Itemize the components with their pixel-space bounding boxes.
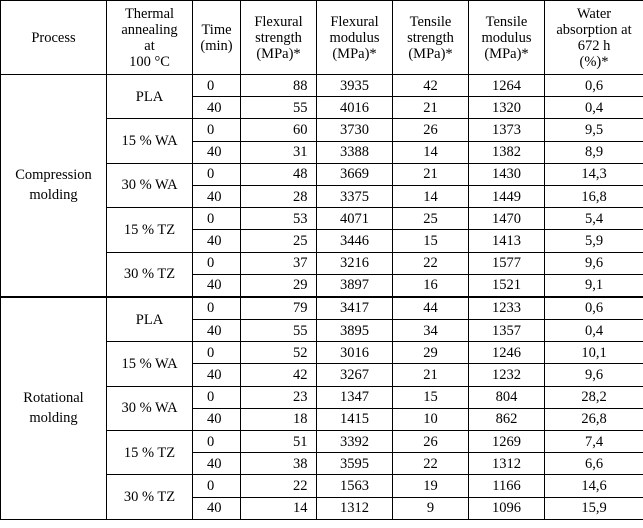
water-absorption-cell: 5,4 bbox=[545, 208, 643, 230]
table-row bbox=[1, 297, 643, 320]
water-absorption-cell: 9,6 bbox=[545, 364, 643, 386]
material-cell: 15 % TZ bbox=[107, 431, 193, 475]
flexural-modulus-cell: 3016 bbox=[317, 342, 393, 364]
flexural-modulus-cell: 1312 bbox=[317, 497, 393, 519]
flexural-strength-cell: 42 bbox=[241, 364, 317, 386]
water-absorption-cell: 0,4 bbox=[545, 320, 643, 342]
water-absorption-cell: 0,6 bbox=[545, 297, 643, 320]
header-row bbox=[1, 1, 643, 75]
flexural-modulus-cell: 3595 bbox=[317, 453, 393, 475]
material-cell: 30 % WA bbox=[107, 386, 193, 430]
water-absorption-cell: 14,6 bbox=[545, 475, 643, 497]
material-cell: 30 % TZ bbox=[107, 252, 193, 297]
tensile-modulus-cell: 804 bbox=[469, 386, 545, 408]
flexural-strength-cell: 23 bbox=[241, 386, 317, 408]
time-cell: 0 bbox=[193, 386, 241, 408]
header-tensile-strength bbox=[393, 1, 469, 75]
tensile-modulus-cell: 1096 bbox=[469, 497, 545, 519]
tensile-modulus-cell: 1577 bbox=[469, 252, 545, 274]
header-text-line: Thermal bbox=[124, 5, 175, 22]
flexural-modulus-cell: 3392 bbox=[317, 431, 393, 453]
water-absorption-cell: 14,3 bbox=[545, 163, 643, 185]
flexural-modulus-cell: 1563 bbox=[317, 475, 393, 497]
water-absorption-cell: 16,8 bbox=[545, 185, 643, 207]
flexural-modulus-cell: 3897 bbox=[317, 274, 393, 297]
flexural-modulus-cell: 3446 bbox=[317, 230, 393, 252]
header-thermal-annealing bbox=[107, 1, 193, 75]
material-cell: 30 % WA bbox=[107, 163, 193, 207]
tensile-modulus-cell: 1521 bbox=[469, 274, 545, 297]
tensile-strength-cell: 9 bbox=[393, 497, 469, 519]
header-text-line: absorption at bbox=[556, 21, 632, 38]
tensile-strength-cell: 22 bbox=[393, 453, 469, 475]
header-text-line: 672 h bbox=[577, 37, 611, 54]
header-text-line: strength bbox=[255, 29, 302, 46]
flexural-modulus-cell: 1415 bbox=[317, 408, 393, 430]
flexural-strength-cell: 79 bbox=[241, 297, 317, 320]
material-cell: 30 % TZ bbox=[107, 475, 193, 519]
header-text-line: Tensile bbox=[409, 13, 452, 30]
header-text-line: (MPa)* bbox=[408, 45, 453, 62]
tensile-modulus-cell: 1470 bbox=[469, 208, 545, 230]
flexural-strength-cell: 53 bbox=[241, 208, 317, 230]
material-cell: 15 % TZ bbox=[107, 208, 193, 252]
water-absorption-cell: 26,8 bbox=[545, 408, 643, 430]
time-cell: 0 bbox=[193, 119, 241, 141]
header-text-line: (MPa)* bbox=[484, 45, 529, 62]
tensile-modulus-cell: 1382 bbox=[469, 141, 545, 163]
flexural-modulus-cell: 3388 bbox=[317, 141, 393, 163]
time-cell: 40 bbox=[193, 185, 241, 207]
flexural-strength-cell: 14 bbox=[241, 497, 317, 519]
time-cell: 0 bbox=[193, 163, 241, 185]
process-name-line: Compression bbox=[15, 167, 92, 184]
flexural-strength-cell: 31 bbox=[241, 141, 317, 163]
tensile-modulus-cell: 1246 bbox=[469, 342, 545, 364]
tensile-strength-cell: 25 bbox=[393, 208, 469, 230]
header-flexural-strength bbox=[241, 1, 317, 75]
header-text-line: Flexural bbox=[330, 13, 379, 30]
header-text-line: at bbox=[144, 37, 155, 54]
time-cell: 40 bbox=[193, 97, 241, 119]
table-body bbox=[1, 75, 643, 520]
flexural-modulus-cell: 3895 bbox=[317, 320, 393, 342]
flexural-strength-cell: 25 bbox=[241, 230, 317, 252]
tensile-strength-cell: 19 bbox=[393, 475, 469, 497]
water-absorption-cell: 9,5 bbox=[545, 119, 643, 141]
tensile-strength-cell: 15 bbox=[393, 230, 469, 252]
header-text-line: (MPa)* bbox=[332, 45, 377, 62]
material-cell: PLA bbox=[107, 297, 193, 342]
flexural-strength-cell: 48 bbox=[241, 163, 317, 185]
flexural-modulus-cell: 3935 bbox=[317, 75, 393, 97]
water-absorption-cell: 0,4 bbox=[545, 97, 643, 119]
header-text-line: modulus bbox=[329, 29, 380, 46]
water-absorption-cell: 15,9 bbox=[545, 497, 643, 519]
process-name-line: Rotational bbox=[23, 390, 84, 407]
header-text-line: (min) bbox=[200, 37, 233, 54]
tensile-modulus-cell: 1232 bbox=[469, 364, 545, 386]
header-text-line: (%)* bbox=[579, 53, 609, 70]
header-text-line: Water bbox=[576, 5, 612, 22]
flexural-strength-cell: 51 bbox=[241, 431, 317, 453]
time-cell: 0 bbox=[193, 342, 241, 364]
time-cell: 40 bbox=[193, 274, 241, 297]
water-absorption-cell: 0,6 bbox=[545, 75, 643, 97]
tensile-strength-cell: 21 bbox=[393, 163, 469, 185]
time-cell: 0 bbox=[193, 75, 241, 97]
header-time bbox=[193, 1, 241, 75]
header-text-line: Flexural bbox=[254, 13, 303, 30]
tensile-strength-cell: 14 bbox=[393, 185, 469, 207]
flexural-modulus-cell: 1347 bbox=[317, 386, 393, 408]
time-cell: 0 bbox=[193, 252, 241, 274]
material-cell: PLA bbox=[107, 75, 193, 119]
water-absorption-cell: 6,6 bbox=[545, 453, 643, 475]
water-absorption-cell: 28,2 bbox=[545, 386, 643, 408]
flexural-strength-cell: 52 bbox=[241, 342, 317, 364]
flexural-strength-cell: 18 bbox=[241, 408, 317, 430]
flexural-modulus-cell: 4016 bbox=[317, 97, 393, 119]
water-absorption-cell: 5,9 bbox=[545, 230, 643, 252]
time-cell: 0 bbox=[193, 431, 241, 453]
time-cell: 40 bbox=[193, 320, 241, 342]
flexural-modulus-cell: 3669 bbox=[317, 163, 393, 185]
time-cell: 0 bbox=[193, 475, 241, 497]
tensile-strength-cell: 15 bbox=[393, 386, 469, 408]
tensile-modulus-cell: 1449 bbox=[469, 185, 545, 207]
time-cell: 40 bbox=[193, 408, 241, 430]
time-cell: 40 bbox=[193, 364, 241, 386]
header-process bbox=[1, 1, 107, 75]
header-flexural-modulus bbox=[317, 1, 393, 75]
header-text-line: Process bbox=[31, 29, 76, 46]
flexural-modulus-cell: 4071 bbox=[317, 208, 393, 230]
flexural-strength-cell: 22 bbox=[241, 475, 317, 497]
flexural-modulus-cell: 3267 bbox=[317, 364, 393, 386]
water-absorption-cell: 8,9 bbox=[545, 141, 643, 163]
header-tensile-modulus bbox=[469, 1, 545, 75]
water-absorption-cell: 9,6 bbox=[545, 252, 643, 274]
water-absorption-cell: 10,1 bbox=[545, 342, 643, 364]
header-text-line: (MPa)* bbox=[256, 45, 301, 62]
tensile-modulus-cell: 1357 bbox=[469, 320, 545, 342]
tensile-modulus-cell: 1166 bbox=[469, 475, 545, 497]
water-absorption-cell: 9,1 bbox=[545, 274, 643, 297]
tensile-strength-cell: 21 bbox=[393, 364, 469, 386]
tensile-strength-cell: 10 bbox=[393, 408, 469, 430]
table-row bbox=[1, 75, 643, 97]
time-cell: 0 bbox=[193, 208, 241, 230]
flexural-modulus-cell: 3417 bbox=[317, 297, 393, 320]
header-text-line: annealing bbox=[121, 21, 178, 38]
tensile-strength-cell: 26 bbox=[393, 119, 469, 141]
tensile-strength-cell: 14 bbox=[393, 141, 469, 163]
tensile-strength-cell: 34 bbox=[393, 320, 469, 342]
header-text-line: strength bbox=[407, 29, 454, 46]
flexural-strength-cell: 88 bbox=[241, 75, 317, 97]
tensile-strength-cell: 42 bbox=[393, 75, 469, 97]
flexural-strength-cell: 60 bbox=[241, 119, 317, 141]
process-cell bbox=[1, 75, 107, 297]
flexural-modulus-cell: 3216 bbox=[317, 252, 393, 274]
tensile-strength-cell: 21 bbox=[393, 97, 469, 119]
time-cell: 40 bbox=[193, 230, 241, 252]
tensile-strength-cell: 44 bbox=[393, 297, 469, 320]
material-cell: 15 % WA bbox=[107, 342, 193, 386]
time-cell: 40 bbox=[193, 141, 241, 163]
header-text-line: Time bbox=[201, 21, 232, 38]
header-text-line: modulus bbox=[481, 29, 532, 46]
tensile-modulus-cell: 1264 bbox=[469, 75, 545, 97]
tensile-modulus-cell: 1320 bbox=[469, 97, 545, 119]
tensile-modulus-cell: 1312 bbox=[469, 453, 545, 475]
process-name-line: molding bbox=[29, 410, 78, 427]
time-cell: 0 bbox=[193, 297, 241, 320]
tensile-strength-cell: 16 bbox=[393, 274, 469, 297]
water-absorption-cell: 7,4 bbox=[545, 431, 643, 453]
flexural-modulus-cell: 3730 bbox=[317, 119, 393, 141]
tensile-modulus-cell: 1373 bbox=[469, 119, 545, 141]
tensile-modulus-cell: 1430 bbox=[469, 163, 545, 185]
flexural-strength-cell: 37 bbox=[241, 252, 317, 274]
tensile-strength-cell: 26 bbox=[393, 431, 469, 453]
tensile-modulus-cell: 862 bbox=[469, 408, 545, 430]
flexural-strength-cell: 38 bbox=[241, 453, 317, 475]
tensile-strength-cell: 29 bbox=[393, 342, 469, 364]
time-cell: 40 bbox=[193, 453, 241, 475]
material-cell: 15 % WA bbox=[107, 119, 193, 163]
flexural-strength-cell: 28 bbox=[241, 185, 317, 207]
flexural-modulus-cell: 3375 bbox=[317, 185, 393, 207]
flexural-strength-cell: 55 bbox=[241, 320, 317, 342]
process-name-line: molding bbox=[29, 187, 78, 204]
flexural-strength-cell: 55 bbox=[241, 97, 317, 119]
process-cell bbox=[1, 297, 107, 519]
flexural-strength-cell: 29 bbox=[241, 274, 317, 297]
header-water-absorption bbox=[545, 1, 643, 75]
tensile-modulus-cell: 1269 bbox=[469, 431, 545, 453]
header-text-line: Tensile bbox=[485, 13, 528, 30]
tensile-strength-cell: 22 bbox=[393, 252, 469, 274]
tensile-modulus-cell: 1413 bbox=[469, 230, 545, 252]
tensile-modulus-cell: 1233 bbox=[469, 297, 545, 320]
time-cell: 40 bbox=[193, 497, 241, 519]
header-text-line: 100 °C bbox=[129, 53, 170, 70]
